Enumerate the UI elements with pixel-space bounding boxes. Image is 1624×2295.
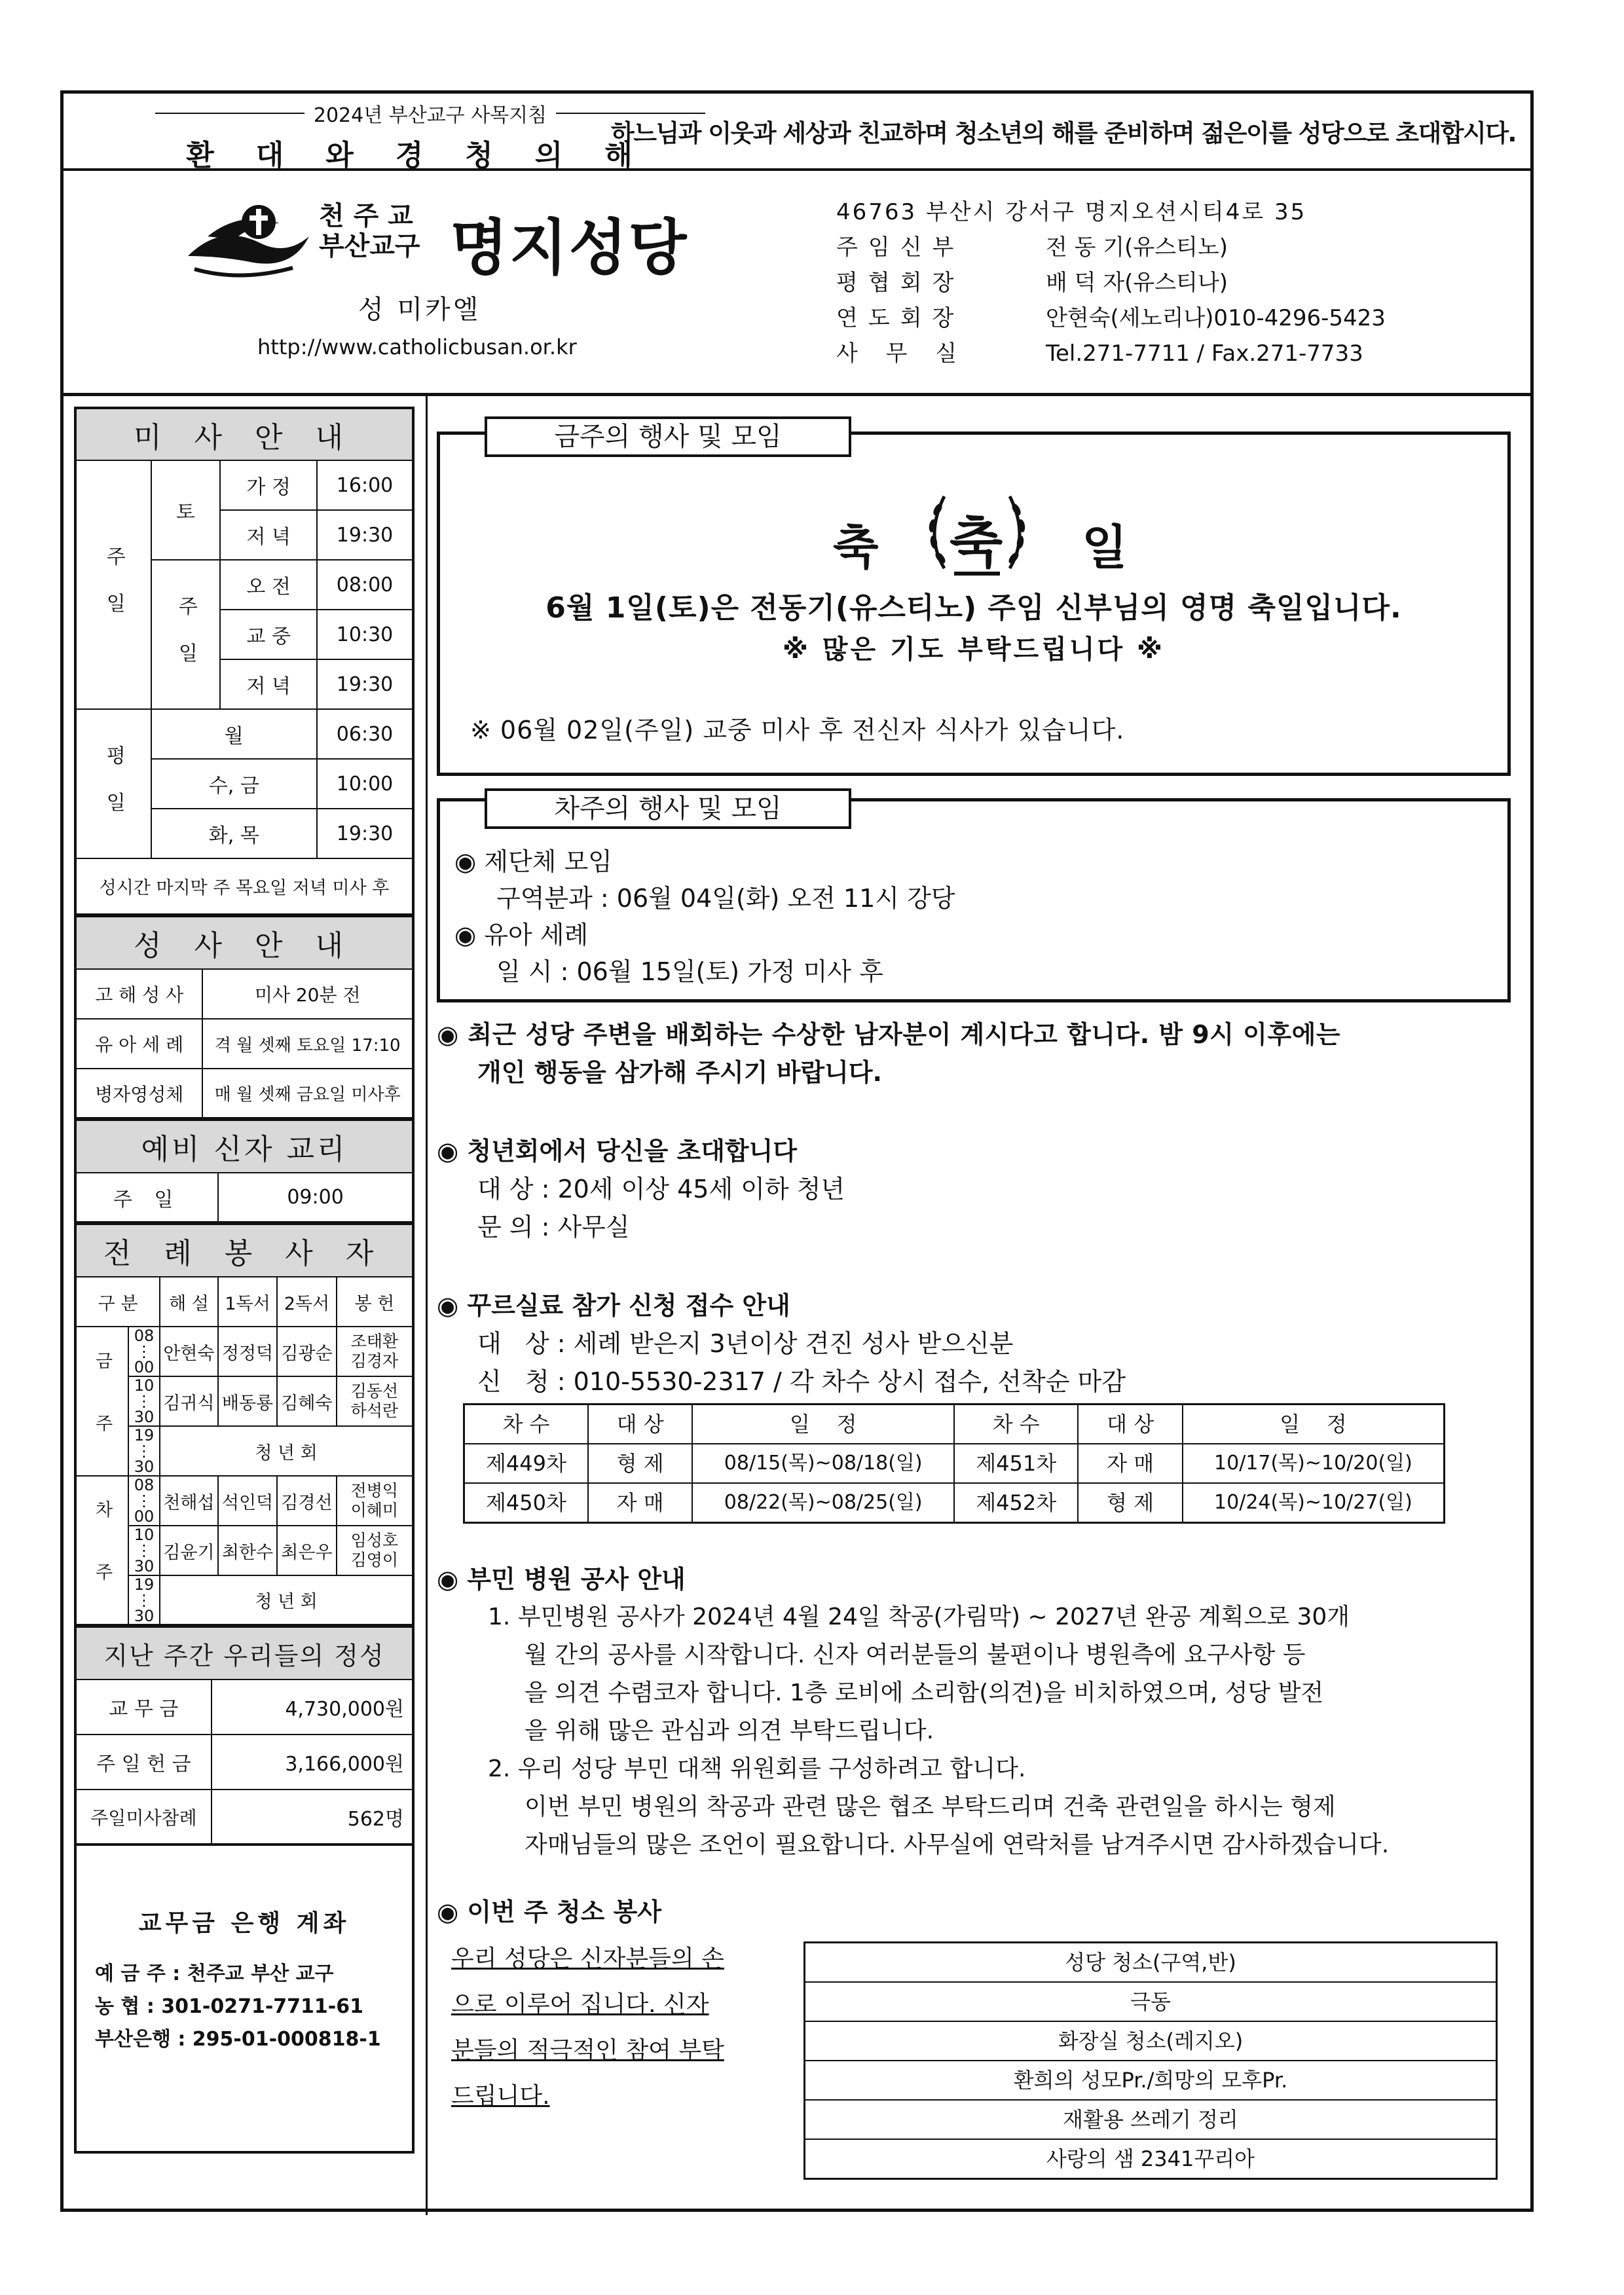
guideline-motto: 환대와경청의해 (186, 139, 674, 172)
notices (437, 1016, 1517, 2171)
servers-table: 전 례 봉 사 자 구 분 해 설 1독서 2독서 봉 헌 금 주 08 ⋮ 00 안현숙 정정덕 김광순 조태환 김경자 10 ⋮ 30 김귀식 배동룡 김혜숙 김동선 하석란 19 ⋮ 30 청 년 회 차 주 08 ⋮ 00 천해섭 석인덕 김경선 전병익 이혜미 10 ⋮ 30 김윤기 최한수 최은우 임성호 김영이 19 ⋮ 30 청 년 회 (74, 1224, 415, 1626)
parish-address: 46763 부산시 강서구 명지오션시티4로 35 (836, 199, 1307, 225)
sunday-label: 주 일 (75, 460, 151, 709)
sidebar (74, 407, 415, 2154)
bank-busan: 부산은행 : 295-01-000818-1 (95, 2028, 381, 2051)
info-row: 사 무 실 Tel.271-7711 / Fax.271-7733 (836, 340, 1363, 367)
slogan: 하느님과 이웃과 세상과 친교하며 청소년의 해를 준비하며 젊은이를 성당으로 초대합시다. (611, 119, 1516, 147)
youth-invite-head: ◉ 청년회에서 당신을 초대합니다 (437, 1137, 798, 1166)
info-row: 평협회장 배 덕 자(유스티나) (836, 270, 1228, 296)
patron-saint: 성 미카엘 (358, 295, 481, 325)
holy-hour-note: 성시간 마지막 주 목요일 저녁 미사 후 (75, 858, 413, 915)
bank-nonghyup: 농 협 : 301-0271-7711-61 (95, 1995, 364, 2018)
mass-title: 미 사 안 내 (75, 408, 413, 460)
meal-note: ※ 06월 02일(주일) 교중 미사 후 전신자 식사가 있습니다. (470, 716, 1125, 744)
info-row: 주임신부 전 동 기(유스티노) (836, 234, 1228, 261)
catechumen-title: 예비 신자 교리 (75, 1120, 413, 1173)
feast-prayer-request: ※ 많은 기도 부탁드립니다 ※ (783, 634, 1165, 665)
hospital-line: 2. 우리 성당 부민 대책 위원회를 구성하려고 합니다. (488, 1755, 1026, 1782)
hospital-line: 을 의견 수렴코자 합니다. 1층 로비에 소리함(의견)을 비치하였으며, 성당 발전 (525, 1680, 1324, 1706)
next-item-detail: 구역분과 : 06월 04일(화) 오전 11시 강당 (496, 884, 955, 913)
sunday-sub-label: 주 일 (151, 560, 221, 709)
cursillo-head: ◉ 꾸르실료 참가 신청 접수 안내 (437, 1291, 790, 1320)
cursillo-table: 차 수 대 상 일 정 차 수 대 상 일 정 제449차 형 제 08/15(목)~08/18(일) 제451차 자 매 10/17(목)~10/20(일) 제450차 자 매 08/22(목)~08/25(일) 제452차 형 제 10/24(목)~10/27(일) (463, 1403, 1445, 1524)
diocese-name (319, 201, 420, 261)
parish-logo (181, 197, 745, 282)
saturday-label: 토 (151, 460, 221, 560)
hospital-line: 이번 부민 병원의 착공과 관련 많은 협조 부탁드리며 건축 관련일을 하시는 형제 (525, 1793, 1336, 1820)
diocese-line-2: 부산교구 (319, 231, 420, 261)
hospital-line: 1. 부민병원 공사가 2024년 4월 24일 착공(가림막) ~ 2027년 완공 계획으로 30개 (488, 1604, 1350, 1630)
sacrament-table: 성 사 안 내 고 해 성 사 미사 20분 전 유 아 세 례 격 월 셋째 토요일 17:10 병자영성체 매 월 셋째 금요일 미사후 (74, 916, 415, 1120)
offering-table: 지난 주간 우리들의 정성 교 무 금 4,730,000원 주 일 헌 금 3,166,000원 주일미사참례 562명 (74, 1626, 415, 1846)
cursillo-line: 대 상 : 세례 받은지 3년이상 견진 성사 받으신분 (477, 1329, 1014, 1358)
parish-info (836, 194, 1386, 371)
servers-title: 전 례 봉 사 자 (75, 1224, 413, 1277)
table-row: 제450차 자 매 08/22(목)~08/25(일) 제452차 형 제 10/24(목)~10/27(일) (464, 1483, 1445, 1523)
feast-heading (440, 477, 1507, 581)
weekday-label: 평 일 (75, 709, 151, 858)
hospital-line: 자매님들의 많은 조언이 필요합니다. 사무실에 연락처를 남겨주시면 감사하겠습니다. (525, 1831, 1390, 1858)
parish-url[interactable]: http://www.catholicbusan.or.kr (257, 335, 577, 359)
this-week-title: 금주의 행사 및 모임 (485, 416, 851, 457)
bulletin-frame (60, 90, 1534, 2212)
next-item-head: ◉ 유아 세례 (454, 921, 589, 949)
suspicious-notice-line: ◉ 최근 성당 주변을 배회하는 수상한 남자분이 계시다고 합니다. 밤 9시 이후에는 (437, 1020, 1341, 1049)
hospital-line: 월 간의 공사를 시작합니다. 신자 여러분들의 불편이나 병원측에 요구사항 등 (525, 1642, 1306, 1668)
mass-schedule-table: 미 사 안 내 주 일 토 가 정 16:00 저 녁 19:30 주 일 오 전 08:00 교 중 10:30 저 녁 19:30 평 일 월 06:30 수, 금 10:00 화, 목 19:30 성시간 마지막 주 목요일 저녁 미사 후 (74, 407, 415, 916)
next-week-title: 차주의 행사 및 모임 (485, 788, 851, 829)
bank-holder: 예 금 주 : 천주교 부산 교구 (95, 1962, 334, 1985)
parish-header (64, 171, 1530, 396)
feast-announcement: 6월 1일(토)은 전동기(유스티노) 주임 신부님의 영명 축일입니다. (545, 591, 1402, 625)
youth-invite-line: 대 상 : 20세 이상 45세 이하 청년 (477, 1175, 845, 1203)
cleaning-text: 우리 성당은 신자분들의 손 으로 이루어 집니다. 신자 분들의 적극적인 참여 부탁 드립니다. (451, 1945, 724, 2110)
cursillo-line: 신 청 : 010-5530-2317 / 각 차수 상시 접수, 선착순 마감 (477, 1367, 1126, 1396)
suspicious-notice-line: 개인 행동을 삼가해 주시기 바랍니다. (477, 1058, 882, 1087)
feast-char-left: 축 (833, 520, 879, 575)
cleaning-table: 성당 청소(구역,반) 극동 화장실 청소(레지오) 환희의 성모Pr./희망의 모후Pr. 재활용 쓰레기 정리 사랑의 샘 2341꾸리아 (803, 1941, 1498, 2180)
parish-name: 명지성당 (450, 213, 688, 283)
hospital-line: 을 위해 많은 관심과 의견 부탁드립니다. (525, 1717, 934, 1744)
bank-accounts (74, 1846, 415, 2154)
next-item-detail: 일 시 : 06월 15일(토) 가정 미사 후 (496, 957, 883, 986)
hospital-head: ◉ 부민 병원 공사 안내 (437, 1565, 686, 1594)
feast-char-right: 일 (1082, 520, 1128, 575)
diocese-line-1: 천 주 교 (319, 201, 413, 231)
diocese-emblem-icon (181, 197, 312, 282)
youth-invite-line: 문 의 : 사무실 (477, 1213, 630, 1241)
next-item-head: ◉ 제단체 모임 (454, 847, 612, 876)
cleaning-head: ◉ 이번 주 청소 봉사 (437, 1898, 662, 1926)
next-week-box (437, 794, 1511, 1002)
info-row: 연도회장 안현숙(세노리나)010-4296-5423 (836, 305, 1386, 331)
feast-char-center: 축 (950, 511, 1003, 575)
offering-title: 지난 주간 우리들의 정성 (75, 1627, 413, 1680)
table-row: 제449차 형 제 08/15(목)~08/18(일) 제451차 자 매 10/17(목)~10/20(일) (464, 1444, 1445, 1483)
sacrament-title: 성 사 안 내 (75, 917, 413, 969)
this-week-box (437, 422, 1511, 776)
catechumen-table: 예비 신자 교리 주 일 09:00 (74, 1120, 415, 1224)
top-bar (64, 94, 1530, 171)
guideline-subtitle: 2024년 부산교구 사목지침 (313, 104, 547, 127)
bank-title: 교무금 은행 계좌 (138, 1910, 350, 1937)
column-divider (426, 396, 428, 2215)
